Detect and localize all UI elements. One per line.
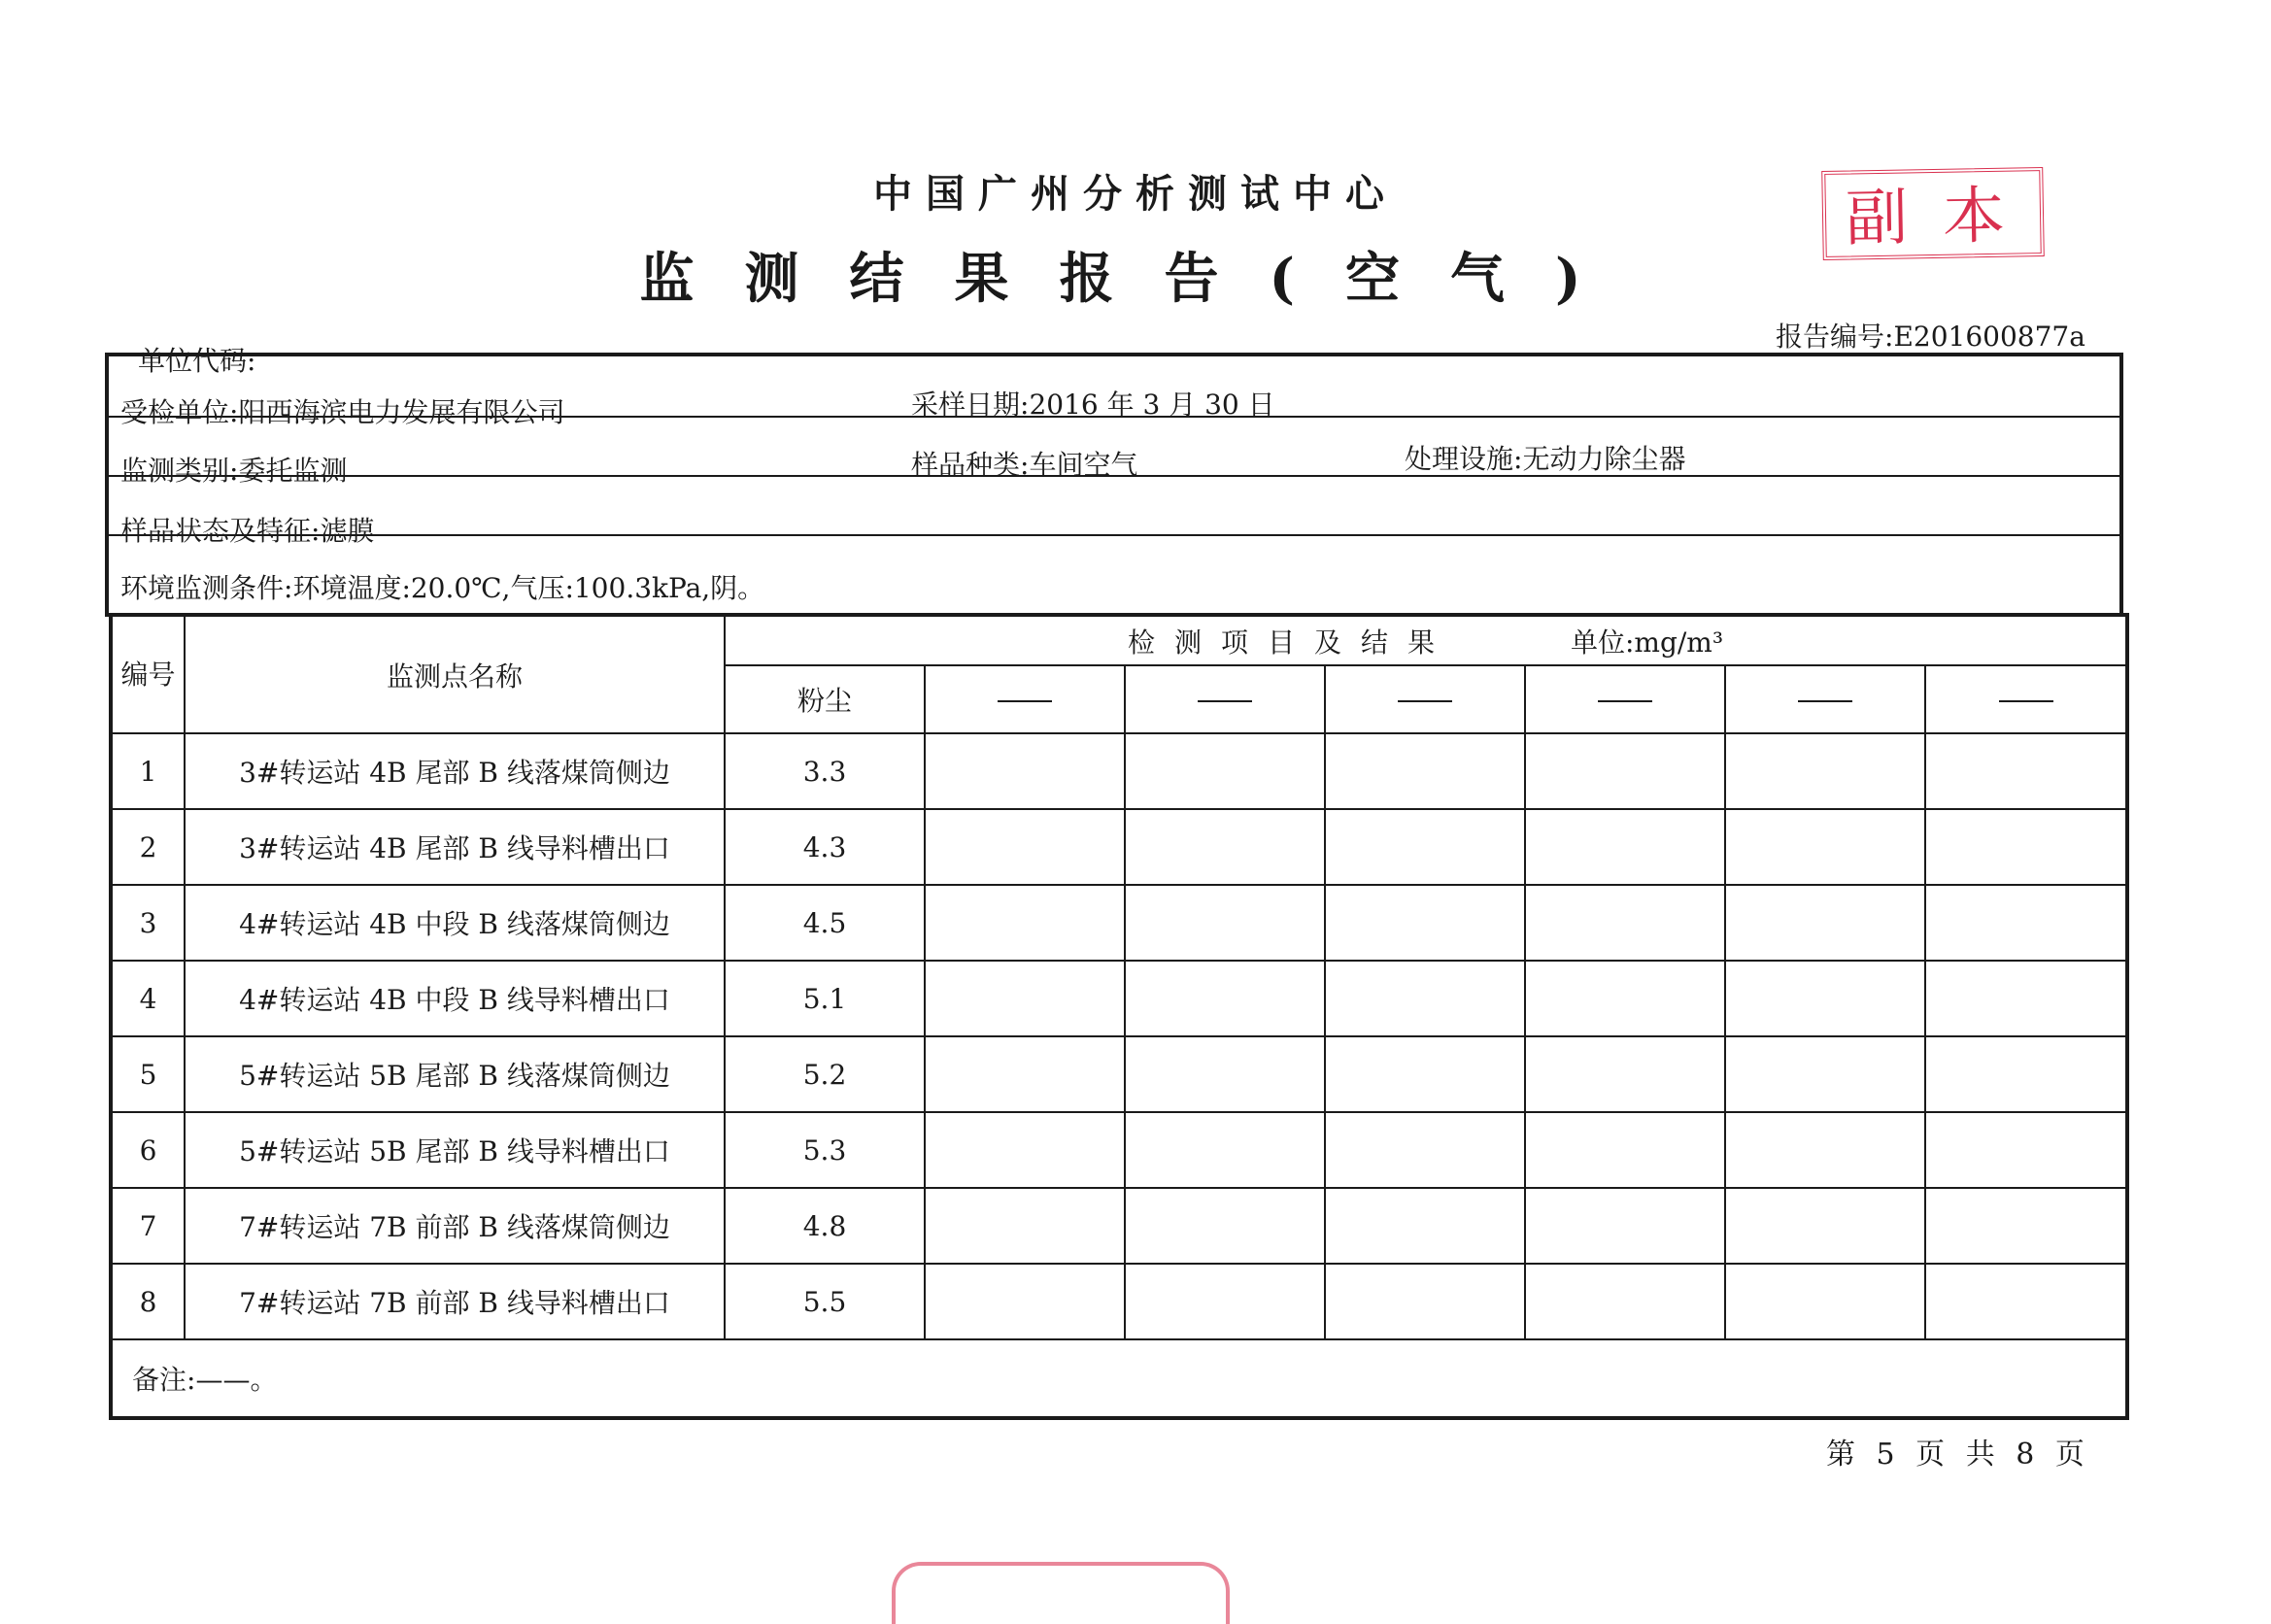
dust-column-header: 粉尘 bbox=[725, 665, 925, 733]
empty-cell bbox=[1125, 1036, 1325, 1112]
table-row bbox=[111, 961, 2127, 1036]
dash-mark bbox=[1398, 700, 1452, 702]
site-name: 4#转运站 4B 中段 B 线落煤筒侧边 bbox=[185, 885, 725, 961]
env-conditions-field bbox=[120, 567, 764, 606]
empty-cell bbox=[1325, 961, 1525, 1036]
empty-cell bbox=[1325, 1112, 1525, 1188]
dust-value: 5.3 bbox=[725, 1112, 925, 1188]
empty-cell bbox=[925, 733, 1125, 809]
empty-cell bbox=[925, 1036, 1125, 1112]
env-conditions-value: 环境温度:20.0℃,气压:100.3kPa,阴。 bbox=[292, 572, 765, 604]
empty-column-header bbox=[1725, 665, 1925, 733]
items-title: 检测项目及结果 bbox=[1127, 626, 1454, 659]
dust-value: 5.2 bbox=[725, 1036, 925, 1112]
env-conditions-label: 环境监测条件: bbox=[120, 572, 293, 604]
dash-mark bbox=[1999, 700, 2053, 702]
dust-value: 5.1 bbox=[725, 961, 925, 1036]
report-number-value: E201600877a bbox=[1893, 321, 2085, 353]
empty-cell bbox=[1525, 1264, 1725, 1339]
empty-cell bbox=[1125, 1112, 1325, 1188]
empty-cell bbox=[1325, 885, 1525, 961]
empty-cell bbox=[1925, 1112, 2127, 1188]
report-info-box bbox=[105, 353, 2123, 617]
empty-cell bbox=[1925, 809, 2127, 885]
empty-cell bbox=[1725, 961, 1925, 1036]
site-name: 3#转运站 4B 尾部 B 线落煤筒侧边 bbox=[185, 733, 725, 809]
empty-cell bbox=[1525, 733, 1725, 809]
report-number bbox=[1776, 316, 2085, 355]
table-row bbox=[111, 1112, 2127, 1188]
empty-cell bbox=[1725, 1036, 1925, 1112]
empty-cell bbox=[1725, 1264, 1925, 1339]
site-name: 7#转运站 7B 前部 B 线导料槽出口 bbox=[185, 1264, 725, 1339]
row-number: 5 bbox=[111, 1036, 185, 1112]
empty-cell bbox=[1925, 1264, 2127, 1339]
empty-cell bbox=[1525, 961, 1725, 1036]
empty-cell bbox=[1725, 733, 1925, 809]
dust-value: 5.5 bbox=[725, 1264, 925, 1339]
empty-cell bbox=[1525, 809, 1725, 885]
empty-cell bbox=[1525, 1036, 1725, 1112]
empty-column-header bbox=[1125, 665, 1325, 733]
facility-label: 处理设施: bbox=[1405, 443, 1523, 475]
monitoring-type-value: 委托监测 bbox=[238, 455, 348, 487]
dust-value: 3.3 bbox=[725, 733, 925, 809]
unit-label: 单位:mg/m³ bbox=[1570, 626, 1724, 659]
empty-cell bbox=[1125, 809, 1325, 885]
remark bbox=[111, 1339, 2127, 1418]
empty-cell bbox=[925, 885, 1125, 961]
client-label: 受检单位: bbox=[120, 396, 239, 428]
site-column-header: 监测点名称 bbox=[185, 615, 725, 733]
row-number: 2 bbox=[111, 809, 185, 885]
monitoring-type-field bbox=[120, 450, 347, 489]
unit-code-label: 单位代码: bbox=[138, 345, 256, 377]
empty-cell bbox=[1125, 961, 1325, 1036]
empty-cell bbox=[1525, 1188, 1725, 1264]
empty-cell bbox=[925, 1264, 1125, 1339]
dash-mark bbox=[1198, 700, 1252, 702]
copy-stamp: 副本 bbox=[1821, 167, 2045, 260]
empty-column-header bbox=[1525, 665, 1725, 733]
sampling-date-label: 采样日期: bbox=[911, 389, 1030, 421]
sample-type-label: 样品种类: bbox=[911, 449, 1030, 481]
organization-name: 中国广州分析测试中心 bbox=[873, 171, 1398, 217]
empty-cell bbox=[1125, 1188, 1325, 1264]
row-number: 3 bbox=[111, 885, 185, 961]
empty-column-header bbox=[925, 665, 1125, 733]
site-name: 5#转运站 5B 尾部 B 线导料槽出口 bbox=[185, 1112, 725, 1188]
index-column-header: 编号 bbox=[111, 615, 185, 733]
empty-cell bbox=[1325, 733, 1525, 809]
empty-cell bbox=[1125, 733, 1325, 809]
seal-mark bbox=[892, 1562, 1230, 1624]
site-name: 4#转运站 4B 中段 B 线导料槽出口 bbox=[185, 961, 725, 1036]
remark-label: 备注: bbox=[132, 1364, 196, 1396]
table-row bbox=[111, 809, 2127, 885]
report-title: 监测结果报告(空气) bbox=[639, 247, 1632, 311]
row-number: 8 bbox=[111, 1264, 185, 1339]
table-row bbox=[111, 1264, 2127, 1339]
sample-state-label: 样品状态及特征: bbox=[120, 515, 321, 547]
empty-cell bbox=[1525, 885, 1725, 961]
site-name: 3#转运站 4B 尾部 B 线导料槽出口 bbox=[185, 809, 725, 885]
row-number: 4 bbox=[111, 961, 185, 1036]
empty-column-header bbox=[1925, 665, 2127, 733]
dash-mark bbox=[1798, 700, 1852, 702]
table-row bbox=[111, 1188, 2127, 1264]
empty-cell bbox=[1525, 1112, 1725, 1188]
table-row bbox=[111, 1036, 2127, 1112]
site-name: 5#转运站 5B 尾部 B 线落煤筒侧边 bbox=[185, 1036, 725, 1112]
empty-cell bbox=[925, 1188, 1125, 1264]
sample-type-field bbox=[911, 444, 1137, 483]
site-name: 7#转运站 7B 前部 B 线落煤筒侧边 bbox=[185, 1188, 725, 1264]
client-value: 阳西海滨电力发展有限公司 bbox=[238, 396, 565, 428]
monitoring-type-label: 监测类别: bbox=[120, 455, 239, 487]
empty-cell bbox=[1725, 809, 1925, 885]
row-number: 1 bbox=[111, 733, 185, 809]
empty-cell bbox=[1125, 1264, 1325, 1339]
remark-value: ——。 bbox=[195, 1364, 278, 1396]
row-number: 6 bbox=[111, 1112, 185, 1188]
sample-type-value: 车间空气 bbox=[1029, 449, 1138, 481]
dash-mark bbox=[1598, 700, 1652, 702]
items-header bbox=[725, 615, 2127, 665]
empty-cell bbox=[1725, 1188, 1925, 1264]
dash-mark bbox=[998, 700, 1052, 702]
dust-value: 4.5 bbox=[725, 885, 925, 961]
empty-cell bbox=[1325, 1188, 1525, 1264]
row-number: 7 bbox=[111, 1188, 185, 1264]
results-table bbox=[109, 613, 2129, 1420]
empty-cell bbox=[1925, 961, 2127, 1036]
facility-value: 无动力除尘器 bbox=[1522, 443, 1686, 475]
sample-state-field bbox=[120, 510, 374, 549]
sampling-date-field bbox=[911, 384, 1275, 423]
empty-cell bbox=[1325, 1264, 1525, 1339]
table-row bbox=[111, 733, 2127, 809]
dust-value: 4.3 bbox=[725, 809, 925, 885]
divider bbox=[109, 534, 2119, 536]
empty-cell bbox=[1325, 809, 1525, 885]
empty-cell bbox=[1925, 1036, 2127, 1112]
empty-cell bbox=[1925, 733, 2127, 809]
dust-value: 4.8 bbox=[725, 1188, 925, 1264]
page-number: 第 5 页 共 8 页 bbox=[1826, 1438, 2090, 1472]
empty-cell bbox=[925, 961, 1125, 1036]
empty-cell bbox=[1125, 885, 1325, 961]
sampling-date-value: 2016 年 3 月 30 日 bbox=[1029, 389, 1275, 421]
empty-column-header bbox=[1325, 665, 1525, 733]
table-row bbox=[111, 885, 2127, 961]
client-field bbox=[120, 391, 564, 430]
empty-cell bbox=[1325, 1036, 1525, 1112]
facility-field bbox=[1405, 438, 1685, 477]
empty-cell bbox=[925, 809, 1125, 885]
sample-state-value: 滤膜 bbox=[320, 515, 375, 547]
empty-cell bbox=[1925, 885, 2127, 961]
empty-cell bbox=[1725, 885, 1925, 961]
report-number-label: 报告编号: bbox=[1776, 321, 1894, 353]
empty-cell bbox=[925, 1112, 1125, 1188]
empty-cell bbox=[1925, 1188, 2127, 1264]
empty-cell bbox=[1725, 1112, 1925, 1188]
